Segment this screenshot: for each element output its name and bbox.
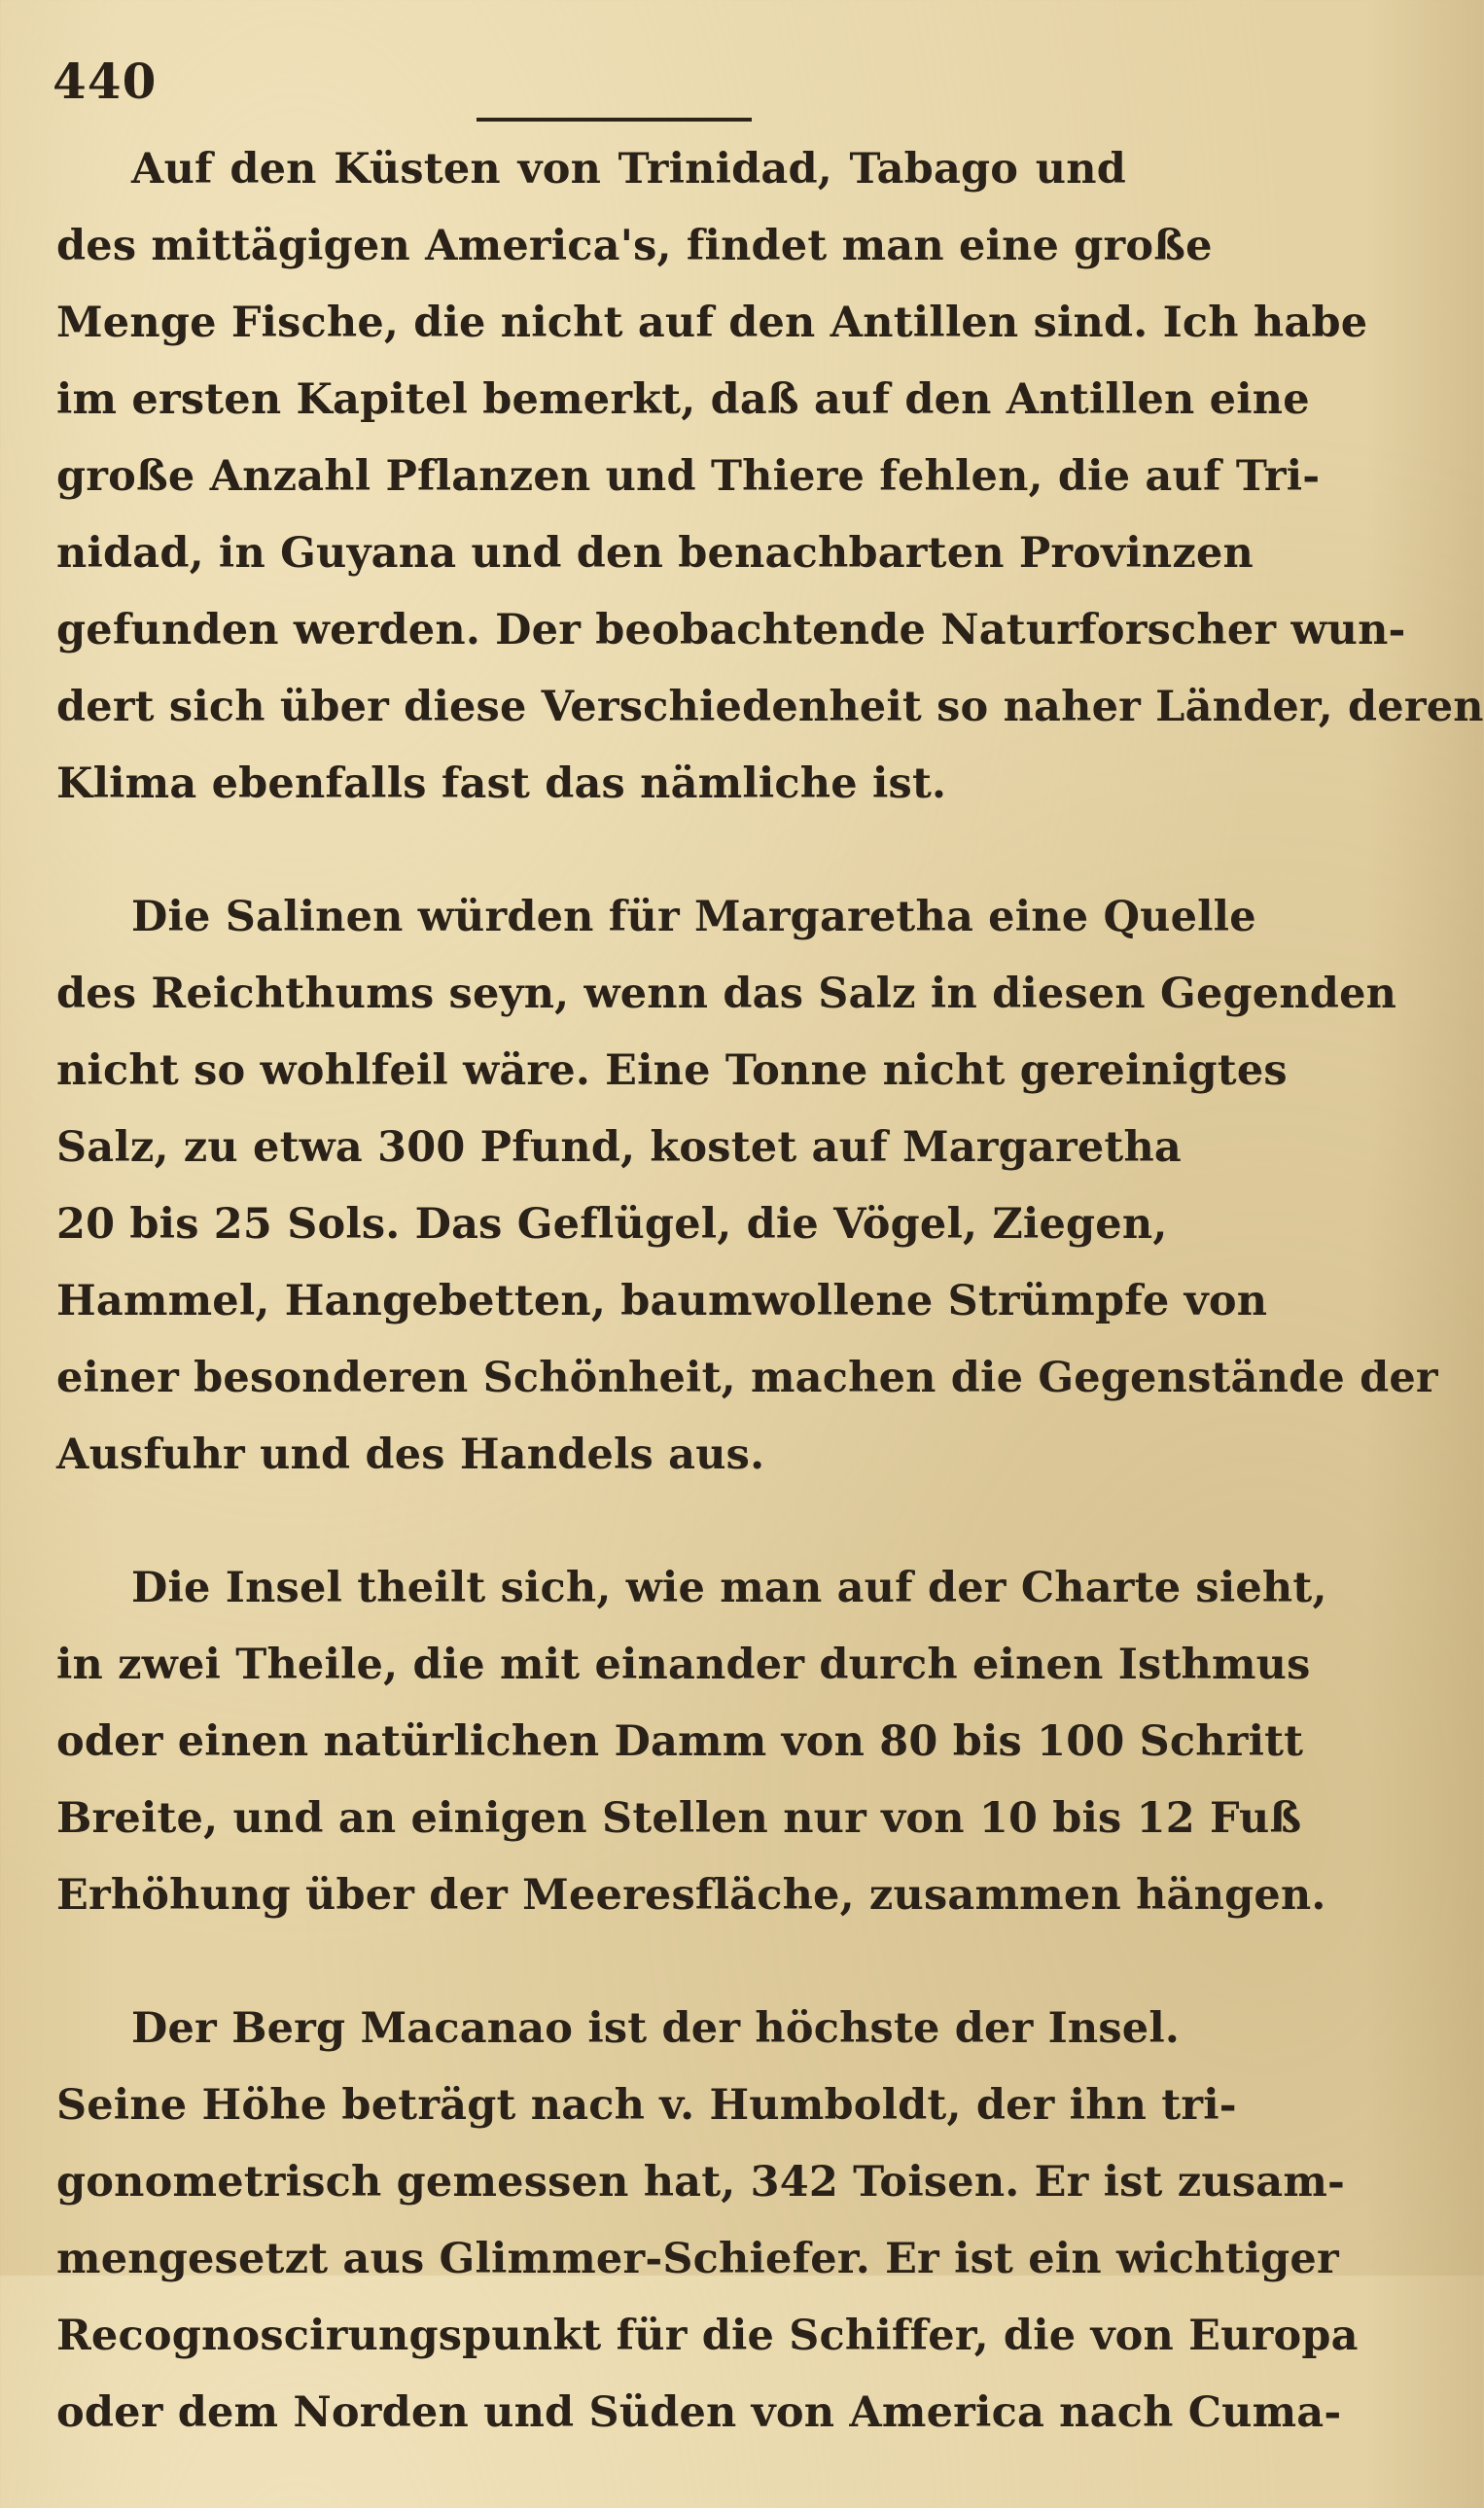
text-line: des Reichthums seyn, wenn das Salz in diesen Gegenden: [56, 970, 1397, 1018]
text-line: im ersten Kapitel bemerkt, daß auf den Antillen eine: [56, 375, 1310, 424]
text-line: Die Salinen würden für Margaretha eine Quelle: [131, 893, 1256, 941]
text-line: große Anzahl Pflanzen und Thiere fehlen, die auf Tri-: [56, 452, 1321, 501]
text-line: Seine Höhe beträgt nach v. Humboldt, der ihn tri-: [56, 2081, 1237, 2130]
page-header: [53, 47, 1122, 115]
text-line: einer besonderen Schönheit, machen die Gegenstände der: [56, 1354, 1438, 1402]
text-line: Erhöhung über der Meeresfläche, zusammen hängen.: [56, 1871, 1326, 1920]
text-line: gonometrisch gemessen hat, 342 Toisen. Er ist zusam-: [56, 2158, 1346, 2207]
header-rule: [477, 118, 752, 122]
text-line: des mittägigen America's, findet man eine große: [56, 222, 1213, 270]
paragraph-insel-theile: [56, 1550, 1327, 1934]
text-line: in zwei Theile, die mit einander durch einen Isthmus: [56, 1641, 1311, 1689]
text-line: Klima ebenfalls fast das nämliche ist.: [56, 759, 947, 808]
text-line: Der Berg Macanao ist der höchste der Insel.: [131, 2004, 1181, 2053]
text-line: oder einen natürlichen Damm von 80 bis 100 Schritt: [56, 1717, 1304, 1766]
text-line: mengesetzt aus Glimmer-Schiefer. Er ist ein wichtiger: [56, 2235, 1339, 2283]
text-line: dert sich über diese Verschiedenheit so naher Länder, deren: [56, 683, 1484, 731]
text-line: nicht so wohlfeil wäre. Eine Tonne nicht gereinigtes: [56, 1046, 1288, 1095]
text-line: 20 bis 25 Sols. Das Geflügel, die Vögel, Ziegen,: [56, 1200, 1168, 1249]
text-line: Die Insel theilt sich, wie man auf der Charte sieht,: [131, 1564, 1327, 1612]
text-line: gefunden werden. Der beobachtende Naturforscher wun-: [56, 606, 1406, 654]
text-line: Hammel, Hangebetten, baumwollene Strümpfe von: [56, 1277, 1268, 1325]
text-line: Menge Fische, die nicht auf den Antillen sind. Ich habe: [56, 299, 1368, 347]
text-line: Recognoscirungspunkt für die Schiffer, die von Europa: [56, 2312, 1359, 2360]
paragraph-salinen: [56, 879, 1438, 1494]
text-line: Auf den Küsten von Trinidad, Tabago und: [131, 145, 1126, 194]
paragraph-macanao: [56, 1991, 1359, 2452]
text-line: Ausfuhr und des Handels aus.: [56, 1431, 765, 1479]
text-line: Salz, zu etwa 300 Pfund, kostet auf Margaretha: [56, 1123, 1182, 1172]
text-line: Breite, und an einigen Stellen nur von 10 bis 12 Fuß: [56, 1794, 1302, 1843]
text-line: oder dem Norden und Süden von America nach Cuma-: [56, 2388, 1342, 2437]
body-text: [56, 131, 1484, 2508]
text-line: nidad, in Guyana und den benachbarten Provinzen: [56, 529, 1254, 578]
page-number: 440: [53, 53, 158, 110]
paragraph-trinidad-fish: [56, 131, 1484, 823]
